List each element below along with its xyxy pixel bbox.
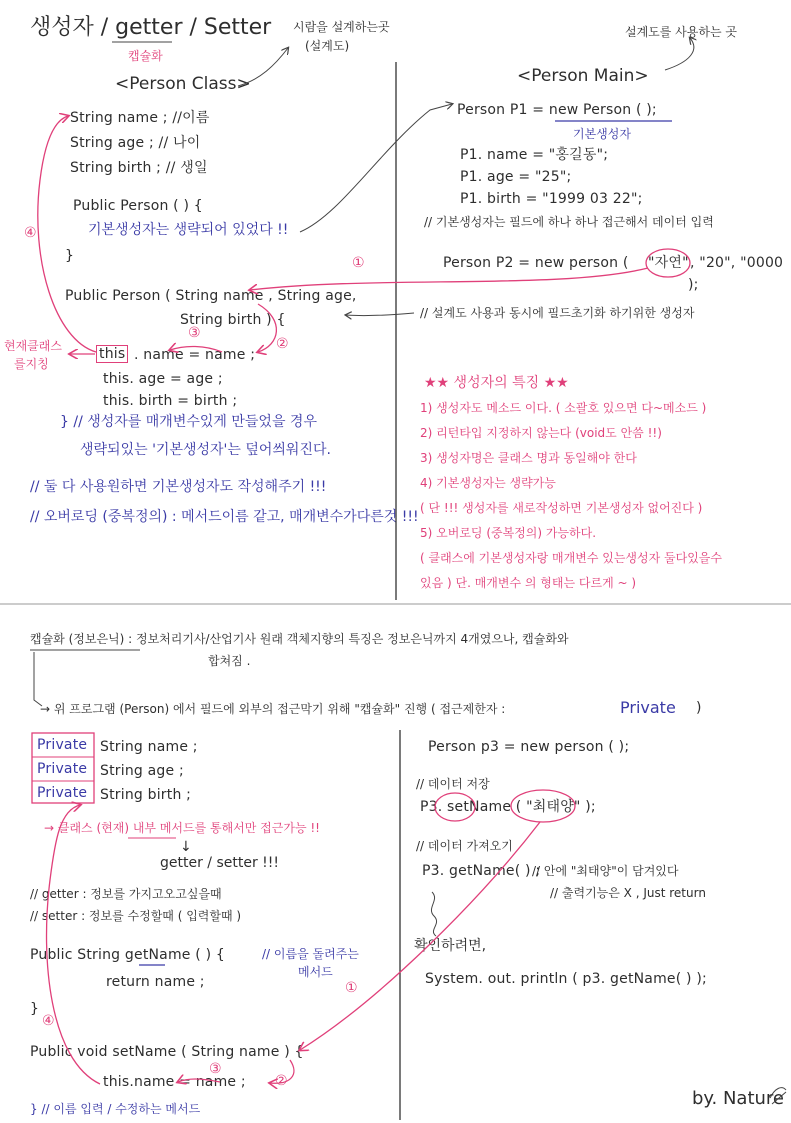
default-constructor-note: 기본생성자는 생략되어 있었다 !! <box>88 222 289 238</box>
this-age-assign: this. age = age ; <box>103 371 223 387</box>
main-p2-create: Person P2 = new person ( <box>443 255 629 271</box>
encap-process-close: ) <box>696 700 702 716</box>
main-return-note: // 출력기능은 X , Just return <box>550 886 706 900</box>
features-title: ★★ 생성자의 특징 ★★ <box>424 375 569 391</box>
main-p1-birth: P1. birth = "1999 03 22"; <box>460 191 643 207</box>
main-p3-create: Person p3 = new person ( ); <box>428 739 630 755</box>
feature-5-note-1: ( 클래스에 기본생성자랑 매개변수 있는생성자 둘다있을수 <box>420 551 722 565</box>
main-label: <Person Main> <box>517 66 649 86</box>
private-1: Private <box>37 737 88 753</box>
param-constructor: Public Person ( String name , String age, <box>65 288 357 304</box>
private-field-name: String name ; <box>100 739 198 755</box>
encap-circle-1: ① <box>345 980 358 996</box>
main-p2-note: // 설계도 사용과 동시에 필드초기화 하기위한 생성자 <box>420 306 695 320</box>
side-note-1: 현재클래스 <box>4 339 62 353</box>
feature-2: 2) 리턴타입 지정하지 않는다 (void도 안씀 !!) <box>420 426 662 440</box>
page-title: 생성자 / getter / Setter <box>30 15 272 40</box>
getter-signature: Public String getName ( ) { <box>30 947 225 963</box>
main-p1-note: 기본생성자 <box>573 127 631 141</box>
feature-4-note: ( 단 !!! 생성자를 새로작성하면 기본생성자 없어진다 ) <box>420 501 703 515</box>
class-field-age: String age ; // 나이 <box>70 135 201 151</box>
main-get-note: // 데이터 가져오기 <box>416 839 513 853</box>
getter-comment-2: 메서드 <box>298 965 333 979</box>
main-p1-name: P1. name = "홍길동"; <box>460 147 609 163</box>
class-field-name: String name ; //이름 <box>70 110 210 126</box>
encap-circle-4: ④ <box>42 1013 55 1029</box>
title-subnote: 캡슐화 <box>128 49 163 63</box>
private-2: Private <box>37 761 88 777</box>
flow-arrow-1 <box>250 268 648 290</box>
overloading-note: // 오버로딩 (중복정의) : 메서드이름 같고, 매개변수가다른것 !!! <box>30 509 419 525</box>
overwrite-note-1: } // 생성자를 매개변수있게 만들었을 경우 <box>60 414 317 430</box>
default-constructor: Public Person ( ) { <box>73 198 203 214</box>
main-p2-close: ); <box>688 277 699 293</box>
encap-flow-1 <box>300 822 540 1050</box>
main-confirm-label: 확인하려면, <box>414 938 487 954</box>
down-arrow: ↓ <box>180 839 192 855</box>
encap-definition-2: 합쳐짐 . <box>208 654 251 668</box>
feature-1: 1) 생성자도 메소드 이다. ( 소괄호 있으면 다~메소드 ) <box>420 401 707 415</box>
use-note: 설계도를 사용하는 곳 <box>625 25 737 39</box>
circle-num-1: ① <box>352 255 365 271</box>
overwrite-note-2: 생략되있는 '기본생성자'는 덮어씌워진다. <box>80 442 331 458</box>
main-p1-create: Person P1 = new Person ( ); <box>457 102 657 118</box>
main-p1-age: P1. age = "25"; <box>460 169 572 185</box>
private-field-birth: String birth ; <box>100 787 192 803</box>
encap-definition: 캡슐화 (정보은닉) : 정보처리기사/산업기사 원래 객체지향의 특징은 정보은닉까지 4개였으나, 캡슐화와 <box>30 632 569 646</box>
getter-close: } <box>30 1001 40 1017</box>
main-println: System. out. println ( p3. getName( ) ); <box>425 971 707 987</box>
class-label: <Person Class> <box>115 74 251 94</box>
getter-comment: // 이름을 돌려주는 <box>262 947 359 961</box>
circle-num-4: ④ <box>24 225 37 241</box>
main-save-note: // 데이터 저장 <box>416 777 490 791</box>
access-note: → 클래스 (현재) 내부 메서드를 통해서만 접근가능 !! <box>44 821 320 835</box>
encap-circle-2: ② <box>275 1073 288 1089</box>
private-field-age: String age ; <box>100 763 184 779</box>
both-note: // 둘 다 사용원하면 기본생성자도 작성해주기 !!! <box>30 479 327 495</box>
main-default-note: // 기본생성자는 필드에 하나 하나 접근해서 데이터 입력 <box>424 215 714 229</box>
this-keyword: this <box>96 345 128 363</box>
setter-close: } // 이름 입력 / 수정하는 메서드 <box>30 1102 201 1116</box>
setter-note: // setter : 정보를 수정할때 ( 입력할때 ) <box>30 909 242 923</box>
main-p2-arg1: "자연" <box>648 255 689 271</box>
encap-branch-arrow <box>34 652 42 706</box>
default-constructor-arrow <box>300 104 452 232</box>
encap-private-keyword: Private <box>620 698 676 717</box>
getter-note: // getter : 정보를 가지고오고싶을때 <box>30 887 222 901</box>
feature-4: 4) 기본생성자는 생략가능 <box>420 476 556 490</box>
squiggle <box>431 892 436 936</box>
this-birth-assign: this. birth = birth ; <box>103 393 238 409</box>
getter-return: return name ; <box>106 974 205 990</box>
feature-5-note-2: 있음 ) 단. 매개변수 의 형태는 다르게 ~ ) <box>420 576 637 590</box>
main-getname-note: // 안에 "최태양"이 담겨있다 <box>532 864 679 878</box>
default-constructor-close: } <box>65 248 75 264</box>
main-getname-call: P3. getName( ) ; <box>422 863 541 879</box>
main-setname-call: P3. setName ( "최태양" ); <box>420 799 596 815</box>
param-constructor-2: String birth ) { <box>180 312 286 328</box>
circle-num-2: ② <box>276 336 289 352</box>
encap-process: → 위 프로그램 (Person) 에서 필드에 외부의 접근막기 위해 "캡슐화" 진행 ( 접근제한자 : <box>40 702 506 716</box>
this-name-assign: . name = name ; <box>134 347 256 363</box>
main-p2-args: , "20", "0000 <box>690 255 784 271</box>
circle-num-3: ③ <box>188 325 201 341</box>
feature-5: 5) 오버로딩 (중복정의) 가능하다. <box>420 526 597 540</box>
design-note-2: (설계도) <box>305 39 350 53</box>
feature-3: 3) 생성자명은 클래스 명과 동일해야 한다 <box>420 451 637 465</box>
encap-flow-4 <box>47 805 100 1084</box>
setter-signature: Public void setName ( String name ) { <box>30 1044 304 1060</box>
main-arrow <box>665 38 694 70</box>
param-constructor-arrow <box>346 313 414 316</box>
design-note: 시람을 설계하는곳 <box>293 20 390 34</box>
class-field-birth: String birth ; // 생일 <box>70 160 208 176</box>
getter-setter-label: getter / setter !!! <box>160 855 280 871</box>
private-3: Private <box>37 785 88 801</box>
encap-circle-3: ③ <box>209 1061 222 1077</box>
side-note-2: 를지칭 <box>14 357 49 371</box>
setter-assign: this.name = name ; <box>103 1074 246 1090</box>
signature: by. Nature <box>692 1088 784 1109</box>
